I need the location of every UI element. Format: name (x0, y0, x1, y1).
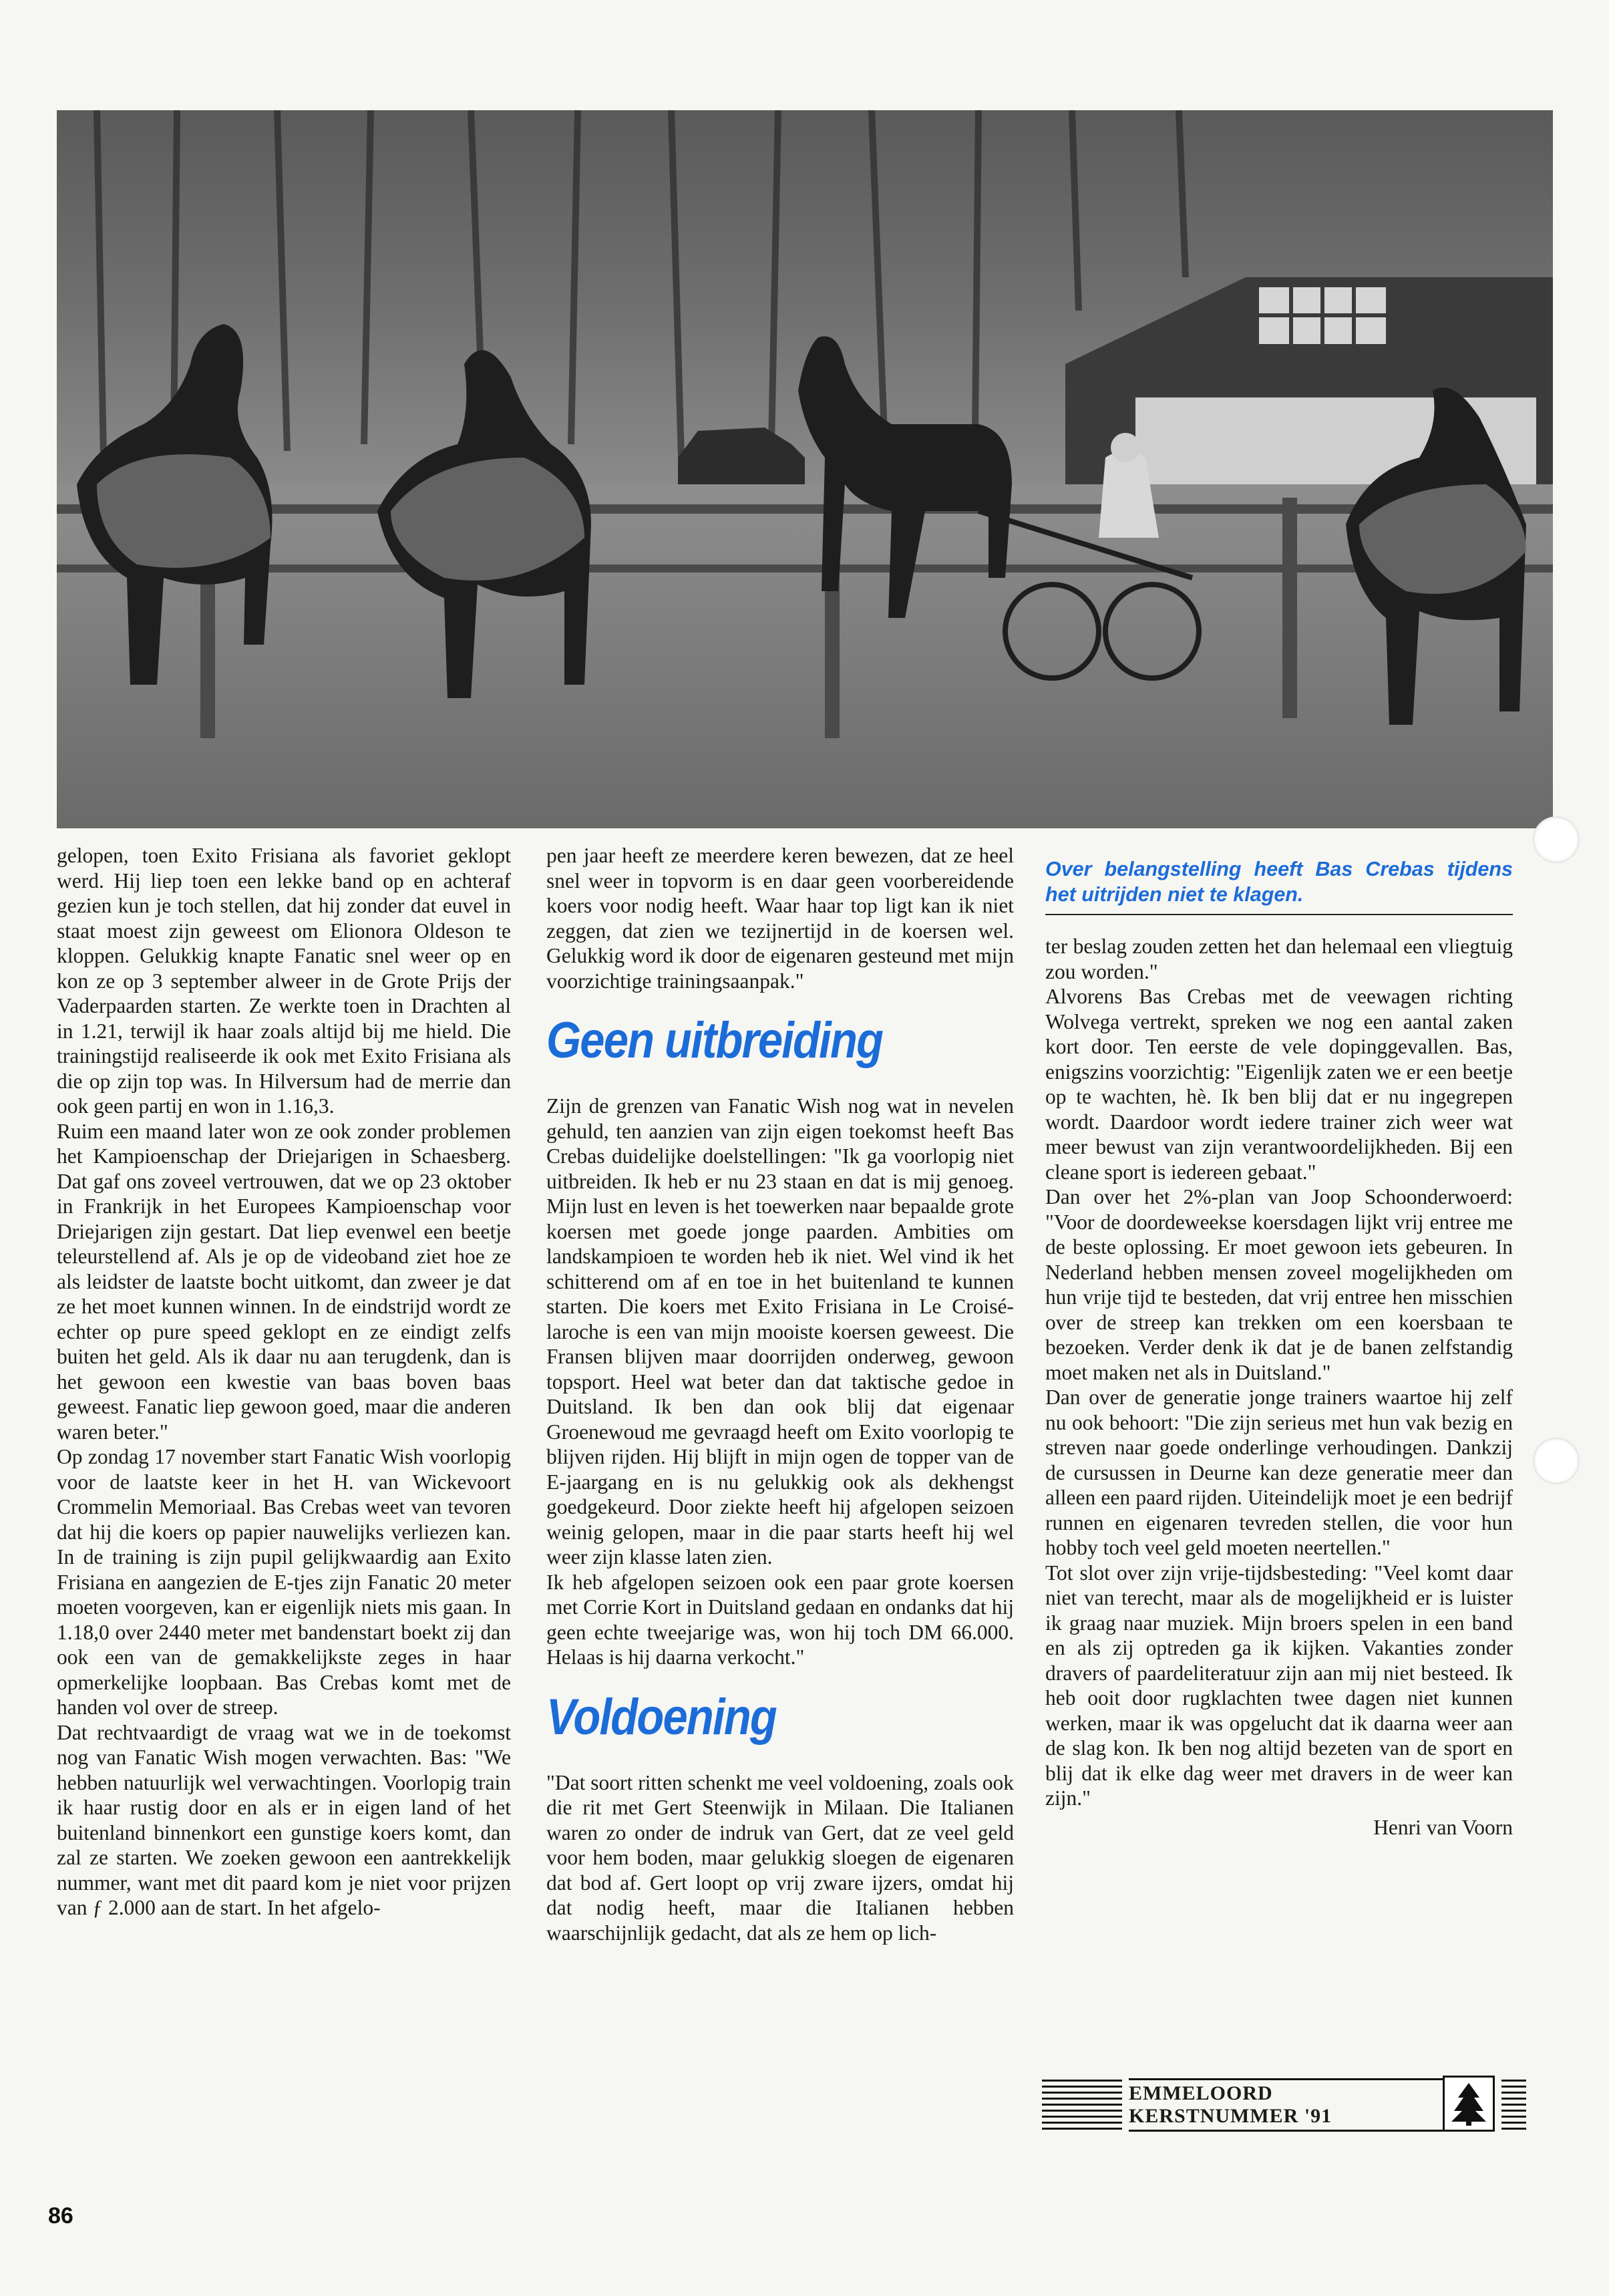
punch-hole (1533, 816, 1580, 863)
article-paragraph: Dat rechtvaardigt de vraag wat we in de toekomst nog van Fanatic Wish mogen verwachten. Bas: "We hebben natuurlijk wel verwachtingen. Voorlopig train ik haar rustig door en als er in eigen land of het buitenland binnenkort een gunstige koers komt, dan zal ze starten. We zoeken gewoon een aantrekkelijk nummer, want met dit paard kom je niet voor prijzen van ƒ 2.000 aan de start. In het afgelo- (57, 1720, 511, 1919)
article-paragraph: gelopen, toen Exito Frisiana als favoriet geklopt werd. Hij liep toen een lekke band op en achteraf gezien kun je toch stellen, dat hij zonder dat euvel in staat moest zijn geweest om Elionora Oldeson te kloppen. Gelukkig knapte Fanatic snel weer op en kon ze op 3 september alweer in de Grote Prijs der Vaderpaarden starten. Ze werkte toen in Drachten al in 1.21, terwijl ik haar zoals altijd bij me hield. Die trainingstijd realiseerde ik ook met Exito Frisiana als die op zijn top was. In Hilversum had de merrie dan ook geen partij en won in 1.16,3. (57, 844, 511, 1118)
photo-caption: Over belangstelling heeft Bas Crebas tijdens het uitrijden niet te klagen. (1045, 858, 1513, 906)
article-paragraph: Alvorens Bas Crebas met de veewagen richting Wolvega vertrekt, spreken we nog een aantal zaken kort door. Ten eerste de vele dopinggevallen. Bas, enigszins voorzichtig: "Eigenlijk zaten we er een beetje op te wachten, hè. Ik ben blij dat er nu ingegrepen wordt. Daardoor wordt iedere trainer zich weer wat meer bewust van zijn verantwoordelijkheden. Bij een cleane sport is iedereen gebaat." (1045, 985, 1513, 1184)
publication-issue: KERSTNUMMER '91 (1129, 2105, 1332, 2127)
footer-stripes-right (1501, 2080, 1526, 2130)
article-paragraph: Zijn de grenzen van Fanatic Wish nog wat in nevelen gehuld, ten aanzien van zijn eigen toekomst heeft Bas Crebas duidelijke doelstellingen: "Ik ga voorlopig niet uitbreiden. Ik heb er nu 23 staan en dat is mij genoeg. Mijn lust en leven is het toewerken naar bepaalde grote koersen met goede jonge paarden. Ambities om landskampioen te worden heb ik niet. Wel vind ik het schitterend om af en toe in het buitenland te kunnen starten. Die koers met Exito Frisiana in Le Croisé-laroche is een van mijn mooiste koersen geweest. Die Fransen blijven maar doorrijden onderweg, gewoon topsport. Heel wat beter dan dat taktische gedoe in Duitsland. Ik ben dan ook blij dat eigenaar Groenewoud me gevraagd heeft om Exito voorlopig te blijven rijden. Hij blijft in mijn ogen de topper van de E-jaargang en is nu gelukkig ook als dekhengst goedgekeurd. Door ziekte heeft hij afgelopen seizoen weinig gelopen, maar in die paar starts heeft hij wel weer zijn klasse laten zien. (546, 1094, 1014, 1569)
article-paragraph: Ruim een maand later won ze ook zonder problemen het Kampioenschap der Driejarigen in Schaesberg. Dat gaf ons zoveel vertrouwen, dat we op 23 oktober in Frankrijk in het Europees Kampioenschap voor Driejarigen zijn gestart. Dat liep evenwel een beetje teleurstellend af. Als je op de videoband ziet hoe ze als leidster de laatste bocht uitkomt, dan zweer je dat ze het moet kunnen winnen. In de eindstrijd wordt ze echter op pure speed geklopt en ze eindigt zelfs buiten het geld. Als ik daar nu aan terugdenk, dan is het gewoon een kwestie van baas boven baas geweest. Fanatic liep gewoon goed, maar die anderen waren beter." (57, 1119, 511, 1444)
caption-divider (1045, 914, 1513, 915)
author-signature: Henri van Voorn (1373, 1815, 1513, 1839)
punch-hole (1533, 1438, 1580, 1484)
article-paragraph: Dan over de generatie jonge trainers waartoe hij zelf nu ook behoort: "Die zijn serieus met hun vak bezig en streven naar goede onderlinge verhoudingen. Dankzij de cursussen in Deurne kan deze generatie meer dan alleen een paard rijden. Uiteindelijk moet je een bedrijf runnen en eigenaren tevreden stellen, die voor hun hobby toch veel geld moeten neertellen." (1045, 1385, 1513, 1559)
horse-training-photo (57, 110, 1553, 828)
article-paragraph: Dan over het 2%-plan van Joop Schoonderwoerd: "Voor de doordeweekse koersdagen lijkt vrij entree me de beste oplossing. Er moet gewoon iets gebeuren. In Nederland hebben mensen zoveel mogelijkheden om hun vrije tijd te besteden, dat vrij entree hen misschien over de streep kan trekken om een koersbaan te bezoeken. Verder denk ik dat je de banen zelfstandig moet maken net als in Duitsland." (1045, 1185, 1513, 1384)
tree-icon (1443, 2076, 1495, 2132)
article-paragraph: ter beslag zouden zetten het dan helemaal een vliegtuig zou worden." (1045, 935, 1513, 983)
article-paragraph: Tot slot over zijn vrije-tijdsbesteding: "Veel komt daar niet van terecht, maar als de mogelijkheid er is luister ik graag naar muziek. Mijn broers spelen in een band en als zij optreden ga ik kijken. Vakanties zonder dravers of paardeliteratuur zijn aan mij niet besteed. Ik heb ooit door rugklachten twee dagen niet kunnen werken, maar ik was opgelucht dat ik daarna weer aan de slag kon. Ik ben nog altijd bezeten van de sport en blij dat ik elke dag weer met dravers in de weer kan zijn." (1045, 1561, 1513, 1810)
section-heading-geen-uitbreiding: Geen uitbreiding (546, 1012, 883, 1069)
article-column-3 (1045, 843, 1513, 1840)
article-paragraph: pen jaar heeft ze meerdere keren bewezen, dat ze heel snel weer in topvorm is en daar geen voorbereidende koers voor nodig heeft. Waar haar top ligt kan ik niet zeggen, dat zien we tezijnertijd in de koersen wel. Gelukkig word ik door de eigenaren gesteund met mijn voorzichtige trainingsaanpak." (546, 844, 1014, 993)
article-paragraph: Op zondag 17 november start Fanatic Wish voorlopig voor de laatste keer in het H. van Wickevoort Crommelin Memoriaal. Bas Crebas weet van tevoren dat hij die koers op papier nauwelijks verliezen kan. In de training is zijn pupil gelijkwaardig aan Exito Frisiana en aangezien de E-tjes zijn Fanatic 20 meter moeten voorgeven, kan er eigenlijk niets mis gaan. In 1.18,0 over 2440 meter met bandenstart boekt zij dan ook een van de gemakkelijkste zeges in haar opmerkelijke loopbaan. Bas Crebas komt met de handen vol over de streep. (57, 1445, 511, 1719)
footer-stripes-left (1042, 2080, 1122, 2130)
section-heading-voldoening: Voldoening (546, 1688, 777, 1746)
publication-label (1129, 2076, 1436, 2134)
publication-name: EMMELOORD (1129, 2082, 1273, 2104)
article-column-2 (546, 843, 1014, 1945)
article-paragraph: Ik heb afgelopen seizoen ook een paar grote koersen met Corrie Kort in Duitsland gedaan en ondanks dat hij geen echte tweejarige was, won hij toch DM 66.000. Helaas is hij daarna verkocht." (546, 1570, 1014, 1669)
article-paragraph: "Dat soort ritten schenkt me veel voldoening, zoals ook die rit met Gert Steenwijk in Milaan. Die Italianen waren zo onder de indruk van Gert, dat ze veel geld voor hem boden, maar gelukkig sloegen de eigenaren dat bod af. Gert loopt op vrij zware ijzers, omdat hij dat nodig heeft, maar die Italianen hebben waarschijnlijk gedacht, dat als ze hem op lich- (546, 1770, 1014, 1945)
publication-footer (1042, 2076, 1526, 2134)
article-column-1 (57, 843, 511, 1921)
page-number: 86 (48, 2203, 73, 2229)
